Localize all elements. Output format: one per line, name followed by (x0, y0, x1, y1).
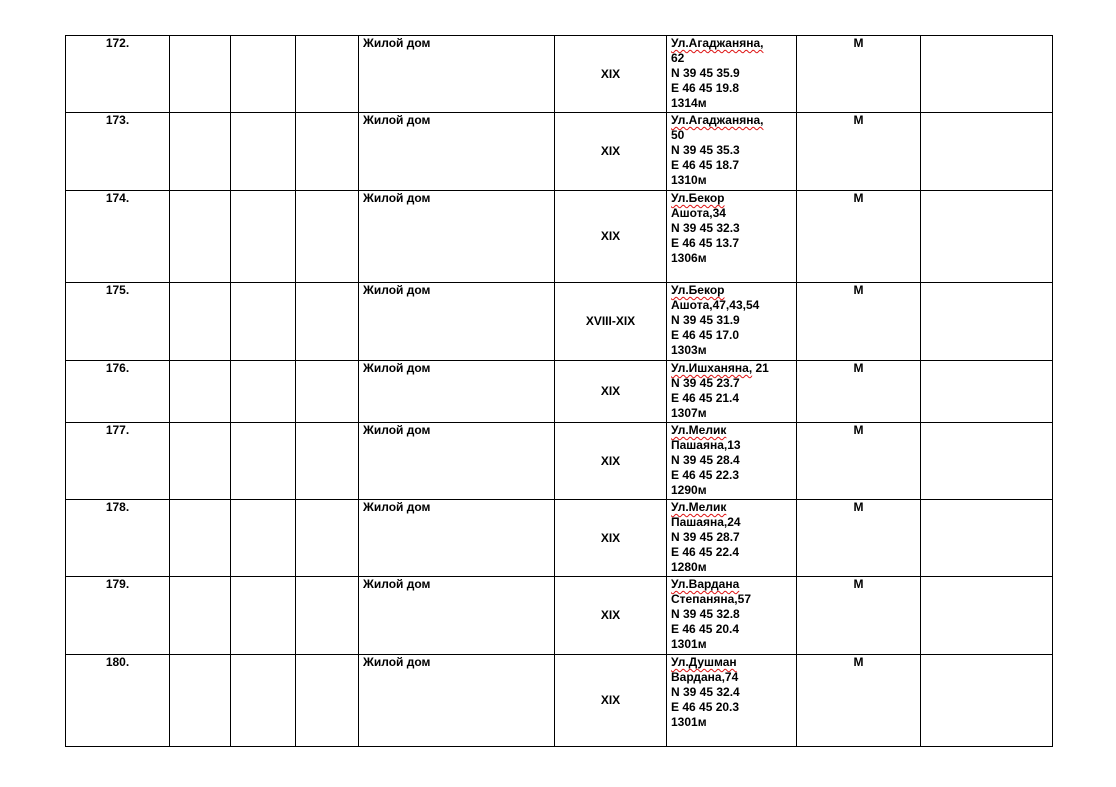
address-cell (667, 361, 797, 423)
empty-cell (296, 283, 359, 361)
empty-cell (296, 361, 359, 423)
street-name: Ул.Мелик (671, 500, 727, 514)
monuments-table (65, 35, 1053, 747)
address-line: N 39 45 23.7 (671, 376, 740, 390)
category: М (797, 361, 921, 423)
empty-cell (921, 577, 1053, 655)
table-row (66, 113, 1053, 191)
address-first-line (671, 655, 792, 670)
address-line: E 46 45 17.0 (671, 328, 740, 342)
empty-cell (921, 283, 1053, 361)
table-body (66, 36, 1053, 747)
century: XIX (555, 577, 667, 655)
century: XIX (555, 36, 667, 113)
address-line: Пашаяна,13 (671, 438, 741, 452)
empty-cell (170, 283, 231, 361)
address-first-line (671, 36, 792, 51)
empty-cell (296, 500, 359, 577)
empty-cell (296, 577, 359, 655)
empty-cell (170, 655, 231, 747)
address-first-line (671, 500, 792, 515)
category: М (797, 655, 921, 747)
century: XIX (555, 113, 667, 191)
empty-cell (231, 361, 296, 423)
empty-cell (231, 500, 296, 577)
empty-cell (921, 191, 1053, 283)
empty-cell (231, 191, 296, 283)
empty-cell (231, 36, 296, 113)
row-number: 176. (66, 361, 170, 423)
street-name: Ул.Бекор (671, 191, 725, 205)
altitude: 1303м (671, 343, 707, 357)
table-row (66, 283, 1053, 361)
empty-cell (921, 36, 1053, 113)
address-cell (667, 500, 797, 577)
address-cell (667, 113, 797, 191)
address-line: N 39 45 32.3 (671, 221, 740, 235)
address-line: E 46 45 19.8 (671, 81, 740, 95)
street-name: Ул.Агаджаняна, (671, 113, 764, 127)
century: XIX (555, 423, 667, 500)
street-name: Ул.Ишханяна, (671, 361, 753, 375)
row-number: 178. (66, 500, 170, 577)
house-number: 21 (752, 361, 769, 375)
empty-cell (170, 577, 231, 655)
empty-cell (231, 113, 296, 191)
empty-cell (231, 577, 296, 655)
object-name: Жилой дом (359, 36, 555, 113)
street-name: Ул.Вардана (671, 577, 740, 591)
object-name: Жилой дом (359, 423, 555, 500)
century: XIX (555, 500, 667, 577)
altitude: 1301м (671, 715, 707, 729)
address-cell (667, 191, 797, 283)
address-line: E 46 45 22.3 (671, 468, 740, 482)
empty-cell (231, 655, 296, 747)
address-line: N 39 45 32.4 (671, 685, 740, 699)
category: М (797, 577, 921, 655)
address-line: N 39 45 32.8 (671, 607, 740, 621)
address-line: N 39 45 28.7 (671, 530, 740, 544)
category: М (797, 36, 921, 113)
row-number: 175. (66, 283, 170, 361)
address-line: N 39 45 35.3 (671, 143, 740, 157)
address-line: E 46 45 22.4 (671, 545, 740, 559)
table-row (66, 655, 1053, 747)
address-line: E 46 45 21.4 (671, 391, 740, 405)
altitude: 1290м (671, 483, 707, 497)
object-name: Жилой дом (359, 361, 555, 423)
address-first-line (671, 361, 792, 376)
address-line: Пашаяна,24 (671, 515, 741, 529)
address-first-line (671, 283, 792, 298)
empty-cell (921, 655, 1053, 747)
empty-cell (231, 423, 296, 500)
table-row (66, 191, 1053, 283)
address-line: E 46 45 18.7 (671, 158, 740, 172)
empty-cell (170, 191, 231, 283)
address-first-line (671, 577, 792, 592)
empty-cell (921, 423, 1053, 500)
address-cell (667, 655, 797, 747)
street-name: Ул.Агаджаняна, (671, 36, 764, 50)
street-name: Ул.Мелик (671, 423, 727, 437)
row-number: 177. (66, 423, 170, 500)
object-name: Жилой дом (359, 191, 555, 283)
century: XIX (555, 361, 667, 423)
row-number: 174. (66, 191, 170, 283)
row-number: 180. (66, 655, 170, 747)
address-cell (667, 577, 797, 655)
address-line: E 46 45 20.4 (671, 622, 740, 636)
street-name: Ул.Бекор (671, 283, 725, 297)
empty-cell (296, 423, 359, 500)
empty-cell (296, 113, 359, 191)
table-row (66, 423, 1053, 500)
century: XIX (555, 191, 667, 283)
altitude: 1306м (671, 251, 707, 265)
altitude: 1301м (671, 637, 707, 651)
empty-cell (296, 191, 359, 283)
empty-cell (170, 500, 231, 577)
category: М (797, 191, 921, 283)
empty-cell (170, 36, 231, 113)
address-first-line (671, 423, 792, 438)
category: М (797, 283, 921, 361)
row-number: 172. (66, 36, 170, 113)
address-line: N 39 45 28.4 (671, 453, 740, 467)
empty-cell (921, 361, 1053, 423)
address-cell (667, 423, 797, 500)
address-cell (667, 36, 797, 113)
object-name: Жилой дом (359, 283, 555, 361)
address-line: E 46 45 20.3 (671, 700, 740, 714)
empty-cell (921, 500, 1053, 577)
street-name: Ул.Душман (671, 655, 737, 669)
address-line: N 39 45 35.9 (671, 66, 740, 80)
address-first-line (671, 113, 792, 128)
address-line: E 46 45 13.7 (671, 236, 740, 250)
empty-cell (170, 423, 231, 500)
century: XIX (555, 655, 667, 747)
address-line: N 39 45 31.9 (671, 313, 740, 327)
empty-cell (231, 283, 296, 361)
address-cell (667, 283, 797, 361)
object-name: Жилой дом (359, 500, 555, 577)
category: М (797, 500, 921, 577)
address-line: 62 (671, 51, 685, 65)
table-row (66, 36, 1053, 113)
object-name: Жилой дом (359, 655, 555, 747)
altitude: 1280м (671, 560, 707, 574)
address-line: Ашота,47,43,54 (671, 298, 760, 312)
table-row (66, 577, 1053, 655)
object-name: Жилой дом (359, 577, 555, 655)
address-first-line (671, 191, 792, 206)
address-line: 50 (671, 128, 685, 142)
address-line: Вардана,74 (671, 670, 739, 684)
table-row (66, 361, 1053, 423)
empty-cell (296, 36, 359, 113)
empty-cell (921, 113, 1053, 191)
altitude: 1307м (671, 406, 707, 420)
address-line: Ашота,34 (671, 206, 726, 220)
empty-cell (170, 361, 231, 423)
address-line: Степаняна,57 (671, 592, 751, 606)
table-row (66, 500, 1053, 577)
category: М (797, 423, 921, 500)
empty-cell (296, 655, 359, 747)
category: М (797, 113, 921, 191)
century: XVIII-XIX (555, 283, 667, 361)
altitude: 1310м (671, 173, 707, 187)
row-number: 173. (66, 113, 170, 191)
row-number: 179. (66, 577, 170, 655)
empty-cell (170, 113, 231, 191)
object-name: Жилой дом (359, 113, 555, 191)
altitude: 1314м (671, 96, 707, 110)
